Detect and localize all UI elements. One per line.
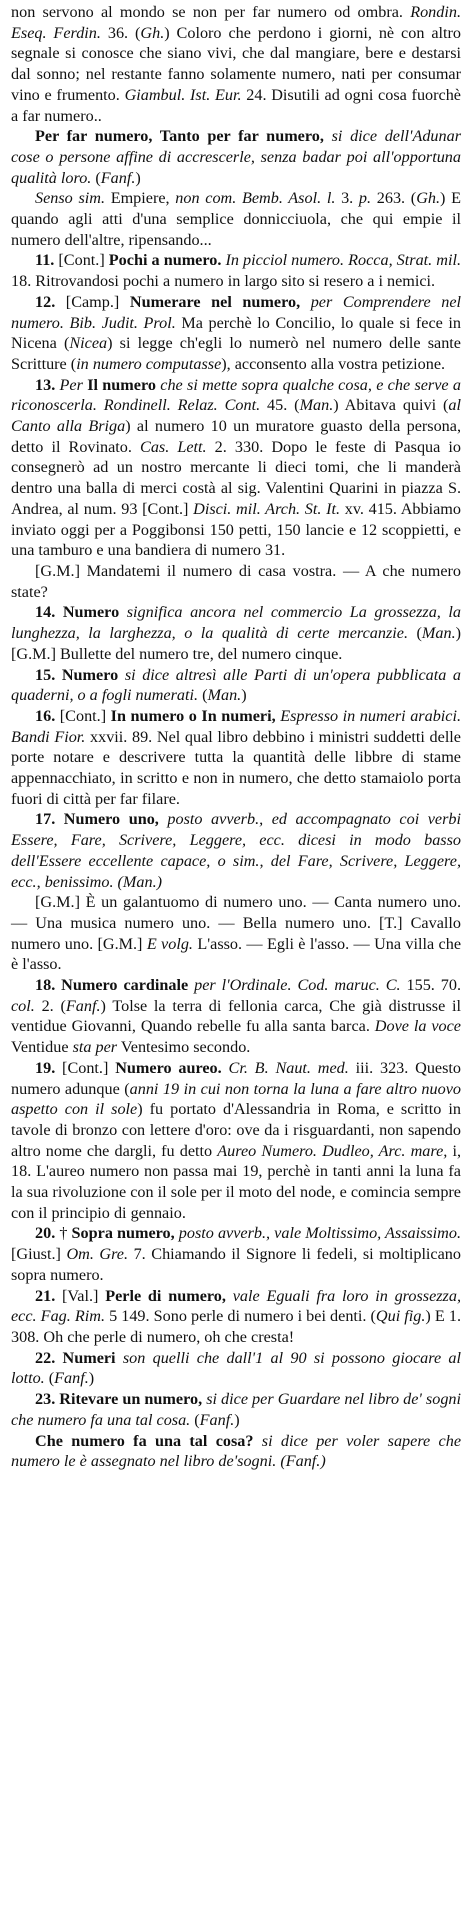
para-21 — [11, 1286, 461, 1348]
text-run: ) E quando agli atti d'una semplice donnicciuola, che qui empie il numero dell'altre, ripensando... — [11, 189, 462, 249]
italic-run: Gh. — [416, 189, 441, 208]
para-19 — [11, 1058, 461, 1224]
text-run: 155. 70. — [400, 976, 462, 995]
text-run: ) [G.M.] Bullette del numero tre, del numero cinque. — [11, 624, 462, 663]
text-run: ) si legge ch'egli lo numerò nel numero delle sante Scritture ( — [11, 334, 461, 373]
headword-phrase: Numero — [61, 665, 119, 684]
para-18 — [11, 975, 461, 1058]
headword-phrase: Ritevare un numero, — [59, 1390, 203, 1409]
italic-run: posto avverb., ed accompagnato coi verbi Essere, Fare, Scrivere, Leggere, ecc. dicesi in modo basso dell'Essere eccellente capace, o sim., del Fare, Scrivere, Leggere, ecc., benissimo. (Man.) — [11, 810, 462, 891]
italic-run: Giambul. Ist. Eur. — [124, 85, 242, 104]
text-run: ) — [135, 168, 141, 187]
text-run: 24. Disutili ad ogni cosa fuorchè a far numero.. — [11, 85, 461, 125]
italic-run: Fanf. — [199, 1410, 235, 1429]
para-14 — [11, 602, 461, 664]
italic-run: per l'Ordinale. Cod. maruc. C. — [194, 976, 401, 995]
italic-run: anni 19 in cui non torna la luna a fare altro nuovo aspetto con il sole — [11, 1079, 461, 1119]
sense-number: 22. — [35, 1348, 56, 1367]
text-run — [342, 603, 350, 621]
italic-run: Rondin. Eseq. Ferdin. — [11, 3, 461, 42]
text-run: Ventesimo secondo. — [117, 1038, 251, 1057]
italic-run: In picciol numero. Rocca, Strat. mil. — [225, 251, 462, 270]
sense-number: 18. — [35, 976, 56, 995]
text-run: [Camp.] — [55, 292, 130, 311]
headword-phrase: Numero aureo. — [115, 1058, 222, 1077]
text-run: ) fu portato d'Alessandria in Roma, e scritto in tavole di bronzo con lettere d'oro: ove da i risguardanti, non sapendo altro nome che dargli, fu detto — [11, 1100, 461, 1160]
para-gm-numero-uno — [11, 892, 461, 975]
text-run: ) Coloro che perdono i giorni, nè con altro segnale si conosce che siano vivi, che dal mangiare, bere e destarsi dal sonno; nel restante fanno solamente numero, nati per consumar vino e frumento. — [11, 23, 461, 104]
italic-run: E volg. — [146, 934, 193, 953]
italic-run: Cas. Lett. — [140, 437, 207, 456]
headword-phrase: Numerare nel numero, — [129, 292, 301, 311]
text-run: ) — [234, 1410, 240, 1429]
italic-run: si dice altresì alle Parti di un'opera pubblicata a quaderni, o a fogli numerati. — [11, 665, 462, 705]
para-che-numero — [11, 1431, 461, 1472]
para-20 — [11, 1223, 461, 1285]
italic-run: Aureo Numero. Dudleo, Arc. mare, — [217, 1141, 448, 1160]
sense-number: 15. — [35, 665, 56, 684]
headword-phrase: Sopra numero, — [71, 1224, 175, 1243]
para-gm-casa — [11, 561, 461, 602]
text-run — [226, 1287, 233, 1305]
headword-phrase: Per far numero, Tanto per far numero, — [35, 127, 324, 146]
text-run — [300, 293, 311, 311]
sense-number: 23. — [35, 1390, 56, 1409]
sense-number: 21. — [35, 1286, 56, 1305]
sense-number: 19. — [35, 1058, 56, 1077]
text-run: [Cont.] — [55, 706, 111, 725]
italic-run: Per — [59, 375, 83, 394]
text-run: 7. Chiamando il Signore li fedeli, si moltiplicano sopra numero. — [11, 1245, 461, 1284]
italic-run: per Comprendere nel numero. Bib. Judit. Prol. — [11, 292, 462, 332]
headword-phrase: Pochi a numero. — [108, 251, 222, 270]
text-run: 18. Ritrovandosi pochi a numero in largo sito si resero a i nemici. — [11, 272, 436, 291]
text-run: ) Abitava quivi ( — [333, 396, 449, 415]
text-run: Ma perchè lo Concilio, lo quale si fece in Nicena ( — [11, 313, 461, 353]
headword-phrase: Che numero fa una tal cosa? — [35, 1431, 254, 1450]
text-run: ) — [241, 686, 247, 705]
text-run: non servono al mondo se non per far numero od ombra. — [11, 3, 411, 21]
text-run — [55, 603, 63, 621]
sense-number: 14. — [35, 603, 56, 622]
headword-phrase: Numero — [62, 603, 120, 622]
para-12 — [11, 292, 461, 375]
italic-run: Cr. B. Naut. med. — [228, 1058, 349, 1077]
para-per-far-numero — [11, 126, 461, 188]
text-run — [222, 1059, 229, 1077]
sense-number: 20. — [35, 1224, 56, 1243]
text-run: 3. — [335, 189, 359, 208]
italic-run: Senso sim. — [35, 189, 105, 208]
sense-number: 17. — [35, 810, 56, 829]
text-run: [Giust.] — [11, 1245, 67, 1264]
para-17 — [11, 809, 461, 892]
para-23 — [11, 1389, 461, 1430]
text-run: 5 149. Sono perle di numero i bei denti. ( — [105, 1307, 376, 1326]
text-run — [118, 666, 125, 684]
text-run: ( — [44, 1369, 55, 1388]
italic-run: La grossezza, la lunghezza, la larghezza, o la qualità di certe mercanzie. — [11, 603, 462, 643]
text-run: Ventidue — [11, 1038, 73, 1057]
text-run: iii. 323. Questo numero adunque ( — [11, 1058, 462, 1098]
text-run: ) al numero 10 un muratore guasto della persona, detto il Rovinato. — [11, 417, 461, 456]
italic-run: Fanf. — [100, 168, 136, 187]
italic-run: si dice per Guardare nel libro de' sogni che numero fa una tal cosa. — [11, 1390, 462, 1429]
text-run: ( — [91, 168, 101, 187]
text-run — [55, 1349, 62, 1367]
italic-run: si dice per voler sapere che numero le è assegnato nel libro de'sogni. (Fanf.) — [11, 1431, 462, 1471]
italic-run: in numero computasse — [76, 354, 222, 373]
headword-phrase: Perle di numero, — [105, 1286, 226, 1305]
text-run: L'asso. — Egli è l'asso. — Una villa che è l'asso. — [11, 934, 462, 974]
text-run: ) E 1. 308. Oh che perle di numero, oh che cresta! — [11, 1307, 461, 1346]
sense-number: 16. — [35, 706, 56, 725]
para-22 — [11, 1348, 461, 1389]
para-15 — [11, 665, 461, 706]
text-run: ) — [88, 1369, 95, 1388]
text-run: [Cont.] — [55, 1058, 116, 1077]
headword-phrase: In numero o In numeri, — [110, 706, 276, 725]
text-run: ( — [408, 624, 422, 643]
italic-run: vale Eguali fra loro in grossezza, ecc. Fag. Rim. — [11, 1286, 462, 1326]
text-run: 45. ( — [260, 396, 300, 415]
italic-run: posto avverb., vale Moltissimo, Assaissimo. — [178, 1224, 462, 1243]
sense-number: 12. — [35, 292, 56, 311]
headword-phrase: Numeri — [62, 1348, 116, 1367]
para-16 — [11, 706, 461, 810]
italic-run: p. — [358, 189, 372, 208]
italic-run: Fanf. — [54, 1369, 89, 1388]
italic-run: Disci. mil. Arch. St. It. — [193, 499, 341, 518]
italic-run: che si mette sopra qualche cosa, e che serve a riconoscerla. Rondinell. Relaz. Cont. — [11, 375, 461, 415]
para-11 — [11, 250, 461, 291]
italic-run: Man. — [299, 396, 334, 415]
text-run — [253, 1432, 261, 1450]
text-run — [119, 603, 127, 621]
italic-run: si dice dell'Adunar cose o persone affine di accrescerle, senza badar poi all'opportuna qualità loro. — [11, 127, 462, 187]
italic-run: Fanf. — [65, 996, 101, 1015]
text-run: 2. 330. Dopo le feste di Pasqua io consegnerò ad un nostro mercante li dieci tomi, che li manderà dentro una balla di merci costà al sig. Valentini Quarini in piazza S. Andrea, al num. 93 [Cont.] — [11, 437, 462, 518]
italic-run: significa ancora nel commercio — [126, 603, 343, 622]
italic-run: col. — [11, 996, 35, 1015]
text-run: ( — [190, 1410, 200, 1429]
text-run: [Val.] — [55, 1286, 106, 1305]
text-run: 263. ( — [371, 189, 417, 208]
text-run: Empiere, — [105, 189, 176, 208]
italic-run: Gh. — [140, 23, 165, 42]
italic-run: Man. — [207, 686, 242, 705]
text-run: xv. 415. Abbiamo inviato oggi per a Poggibonsi 150 petti, 150 lancie e 12 scoppietti, e una tamburo e una bandiera di numero 31. — [11, 499, 461, 560]
text-run — [55, 666, 62, 684]
italic-run: sta per — [72, 1038, 118, 1057]
italic-run: Man. — [421, 624, 456, 643]
italic-run: l. — [326, 189, 336, 208]
sense-number: 11. — [35, 251, 55, 270]
text-run: i, 18. L'aureo numero non passa mai 19, perchè in tanti anni la luna fa la sua rivoluzione con il sole per il moto del node, e comincia sempre con il principio di gennaio. — [11, 1141, 461, 1222]
text-run: ), acconsento alla vostra petizione. — [221, 354, 446, 373]
text-run: † — [55, 1224, 72, 1243]
text-run: [G.M.] Mandatemi il numero di casa vostra. — A che numero state? — [11, 561, 461, 601]
text-run: 36. ( — [100, 23, 141, 42]
para-13 — [11, 375, 461, 561]
italic-run: Espresso in numeri arabici. Bandi Fior. — [11, 706, 462, 746]
para-cont-prev — [11, 2, 461, 126]
para-senso-sim — [11, 188, 461, 250]
italic-run: non com. — [175, 189, 237, 208]
text-run — [55, 810, 64, 828]
headword-phrase: Numero cardinale — [61, 976, 189, 995]
italic-run: Dove la voce — [374, 1017, 461, 1036]
text-run: ( — [198, 686, 208, 705]
italic-run: al Canto alla Briga — [11, 396, 461, 436]
italic-run: Qui fig. — [375, 1307, 426, 1326]
text-run: [G.M.] È un galantuomo di numero uno. — Canta numero uno. — Una musica numero uno. — Bella numero uno. [T.] Cavallo numero uno. [G.M.] — [11, 893, 461, 953]
italic-run: Om. Gre. — [66, 1245, 129, 1264]
italic-run: Bemb. Asol. — [241, 189, 322, 208]
text-run — [116, 1349, 123, 1367]
text-run: ) Tolse la terra di fellonia carca, Che già distrusse il ventidue Giovanni, Quando rebelle fu alla santa barca. — [11, 996, 461, 1036]
sense-number: 13. — [35, 375, 56, 394]
headword-phrase: Numero uno, — [63, 810, 159, 829]
text-run: [Cont.] — [54, 251, 109, 270]
text-run: 2. ( — [34, 996, 66, 1015]
italic-run: son quelli che dall'1 al 90 si possono giocare al lotto. — [11, 1348, 461, 1388]
headword-phrase: Il numero — [87, 375, 156, 394]
italic-run: Nicea — [69, 334, 108, 353]
text-run: xxvii. 89. Nel qual libro debbino i ministri suddetti delle porte notare e descrivere tutta la quantità delle libbre di stame appennacchiato, in scritto e non in numero, che detto stamaiolo porta fuori di città per far filare. — [11, 727, 461, 808]
